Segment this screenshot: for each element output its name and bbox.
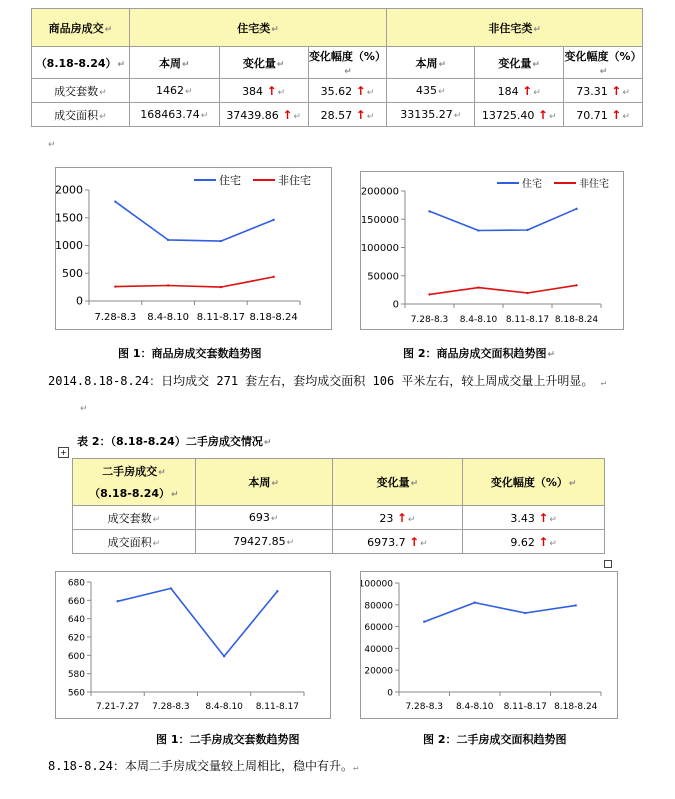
- up-arrow-icon: ↑: [522, 83, 533, 98]
- col-this-week: 本周↵: [129, 47, 219, 79]
- caption-second-hand-units: 图 1：二手房成交套数趋势图: [156, 733, 300, 746]
- y-tick-label: 680: [67, 578, 85, 589]
- chart-commercial-units: [55, 167, 332, 330]
- y-tick-label: 1500: [56, 211, 83, 225]
- data-point: [272, 276, 274, 278]
- table-resize-handle[interactable]: [604, 560, 612, 568]
- data-point: [114, 200, 116, 202]
- data-point: [526, 292, 528, 294]
- y-tick-label: 20000: [364, 666, 393, 677]
- table-move-handle-icon[interactable]: +: [58, 447, 69, 458]
- summary-text-1: 2014.8.18-8.24：日均成交 271 套左右，套均成交面积 106 平米左右，较上周成交量上升明显。 ↵: [48, 374, 607, 388]
- y-tick-label: 80000: [364, 601, 393, 612]
- data-point: [167, 239, 169, 241]
- y-tick-label: 60000: [364, 623, 393, 634]
- x-tick-label: 7.28-8.3: [152, 702, 190, 712]
- data-point: [524, 612, 526, 614]
- col-change-pct: 变化幅度（%）↵: [308, 47, 387, 79]
- y-tick-label: 640: [67, 615, 85, 626]
- cell-value: 33135.27↵: [387, 103, 475, 127]
- col-change-pct: 变化幅度（%）↵: [564, 47, 643, 79]
- y-tick-label: 600: [67, 651, 85, 662]
- header-category: 二手房成交↵ （8.18-8.24）↵: [73, 459, 196, 506]
- y-tick-label: 50000: [367, 271, 399, 283]
- up-arrow-icon: ↑: [538, 534, 549, 549]
- col-this-week: 本周↵: [387, 47, 475, 79]
- y-tick-label: 100000: [361, 243, 399, 254]
- data-point: [276, 590, 278, 592]
- legend-label: 非住宅: [579, 179, 609, 190]
- data-point: [575, 604, 577, 606]
- up-arrow-icon: ↑: [282, 107, 293, 122]
- chart-second-hand-units: [55, 571, 331, 719]
- y-tick-label: 150000: [361, 214, 399, 226]
- data-point: [477, 229, 479, 231]
- series-line: [115, 202, 273, 241]
- up-arrow-icon: ↑: [355, 83, 366, 98]
- x-tick-label: 8.4-8.10: [205, 702, 243, 712]
- cell-value: 9.62 ↑↵: [463, 530, 605, 554]
- caption-second-hand-area: 图 2：二手房成交面积趋势图: [423, 733, 567, 746]
- x-tick-label: 8.11-8.17: [255, 702, 300, 712]
- cell-value: 384 ↑↵: [219, 79, 308, 103]
- table-row: [73, 530, 605, 554]
- x-tick-label: 8.4-8.10: [459, 315, 498, 325]
- series-line: [118, 588, 278, 656]
- up-arrow-icon: ↑: [355, 107, 366, 122]
- col-change: 变化量↵: [475, 47, 564, 79]
- col-change: 变化量↵: [219, 47, 308, 79]
- y-tick-label: 620: [67, 633, 85, 644]
- data-point: [474, 601, 476, 603]
- up-arrow-icon: ↑: [266, 83, 277, 98]
- legend-label: 住宅: [219, 174, 241, 187]
- header-residential: 住宅类↵: [129, 9, 387, 47]
- y-tick-label: 100000: [361, 579, 393, 590]
- y-tick-label: 500: [62, 266, 83, 280]
- col-this-week: 本周↵: [195, 459, 332, 506]
- cell-value: 35.62 ↑↵: [308, 79, 387, 103]
- cell-value: 70.71 ↑↵: [564, 103, 643, 127]
- x-tick-label: 7.28-8.3: [410, 315, 449, 325]
- legend-label: 非住宅: [278, 174, 311, 187]
- data-point: [220, 286, 222, 288]
- cell-value: 435↵: [387, 79, 475, 103]
- data-point: [428, 293, 430, 295]
- x-tick-label: 8.18-8.24: [554, 702, 598, 712]
- series-line: [430, 285, 577, 294]
- table-second-hand-housing: [72, 458, 605, 554]
- table-row: [32, 103, 643, 127]
- data-point: [116, 600, 118, 602]
- paragraph-mark: ↵: [48, 140, 56, 150]
- x-tick-label: 7.21-7.27: [95, 702, 140, 712]
- y-tick-label: 2000: [56, 183, 83, 197]
- summary-text-2: 8.18-8.24：本周二手房成交量较上周相比，稳中有升。↵: [48, 759, 359, 773]
- cell-value: 79427.85↵: [195, 530, 332, 554]
- cell-value: 73.31 ↑↵: [564, 79, 643, 103]
- data-point: [428, 210, 430, 212]
- data-point: [526, 229, 528, 231]
- cell-value: 168463.74↵: [129, 103, 219, 127]
- table-commercial-housing: [31, 8, 643, 127]
- chart-commercial-area: [360, 171, 624, 330]
- y-tick-label: 0: [387, 688, 393, 699]
- up-arrow-icon: ↑: [538, 510, 549, 525]
- table2-title: 表 2：（8.18-8.24）二手房成交情况↵: [77, 435, 272, 448]
- row-label: 成交套数↵: [32, 79, 130, 103]
- x-tick-label: 8.18-8.24: [554, 315, 599, 325]
- x-tick-label: 8.18-8.24: [249, 312, 298, 323]
- data-point: [575, 208, 577, 210]
- paragraph-mark: ↵: [80, 404, 88, 414]
- cell-value: 6973.7 ↑↵: [332, 530, 463, 554]
- x-tick-label: 8.4-8.10: [147, 312, 190, 323]
- row-label: 成交面积↵: [32, 103, 130, 127]
- data-point: [423, 620, 425, 622]
- series-line: [430, 209, 577, 231]
- cell-value: 28.57 ↑↵: [308, 103, 387, 127]
- data-point: [170, 587, 172, 589]
- cell-value: 23 ↑↵: [332, 506, 463, 530]
- y-tick-label: 580: [67, 670, 85, 681]
- y-tick-label: 560: [67, 688, 85, 699]
- x-tick-label: 7.28-8.3: [94, 312, 137, 323]
- up-arrow-icon: ↑: [611, 83, 622, 98]
- series-line: [115, 277, 273, 287]
- data-point: [114, 285, 116, 287]
- header-nonresidential: 非住宅类↵: [387, 9, 643, 47]
- cell-value: 693↵: [195, 506, 332, 530]
- table-row: [73, 506, 605, 530]
- caption-commercial-area: 图 2：商品房成交面积趋势图↵: [403, 347, 556, 360]
- y-tick-label: 40000: [364, 644, 393, 655]
- x-tick-label: 8.4-8.10: [455, 702, 494, 712]
- cell-value: 37439.86 ↑↵: [219, 103, 308, 127]
- x-tick-label: 8.11-8.17: [503, 702, 547, 712]
- header-date-range: （8.18-8.24）↵: [32, 47, 130, 79]
- x-tick-label: 8.11-8.17: [505, 315, 550, 325]
- up-arrow-icon: ↑: [611, 107, 622, 122]
- y-tick-label: 200000: [361, 186, 399, 198]
- y-tick-label: 0: [392, 299, 399, 311]
- up-arrow-icon: ↑: [537, 107, 548, 122]
- up-arrow-icon: ↑: [396, 510, 407, 525]
- x-tick-label: 8.11-8.17: [196, 312, 245, 323]
- up-arrow-icon: ↑: [409, 534, 420, 549]
- table-row: [32, 79, 643, 103]
- data-point: [167, 284, 169, 286]
- cell-value: 1462↵: [129, 79, 219, 103]
- y-tick-label: 660: [67, 596, 85, 607]
- row-label: 成交面积↵: [73, 530, 196, 554]
- cell-value: 184 ↑↵: [475, 79, 564, 103]
- row-label: 成交套数↵: [73, 506, 196, 530]
- data-point: [272, 219, 274, 221]
- cell-value: 13725.40 ↑↵: [475, 103, 564, 127]
- data-point: [477, 286, 479, 288]
- data-point: [220, 240, 222, 242]
- col-change-pct: 变化幅度（%）↵: [463, 459, 605, 506]
- series-line: [424, 603, 576, 622]
- y-tick-label: 0: [76, 294, 83, 308]
- legend-label: 住宅: [522, 179, 542, 190]
- chart-second-hand-area: [360, 571, 618, 719]
- data-point: [575, 284, 577, 286]
- caption-commercial-units: 图 1：商品房成交套数趋势图: [118, 347, 262, 360]
- data-point: [223, 655, 225, 657]
- header-category: 商品房成交↵: [32, 9, 130, 47]
- x-tick-label: 7.28-8.3: [405, 702, 444, 712]
- y-tick-label: 1000: [56, 239, 83, 252]
- cell-value: 3.43 ↑↵: [463, 506, 605, 530]
- col-change: 变化量↵: [332, 459, 463, 506]
